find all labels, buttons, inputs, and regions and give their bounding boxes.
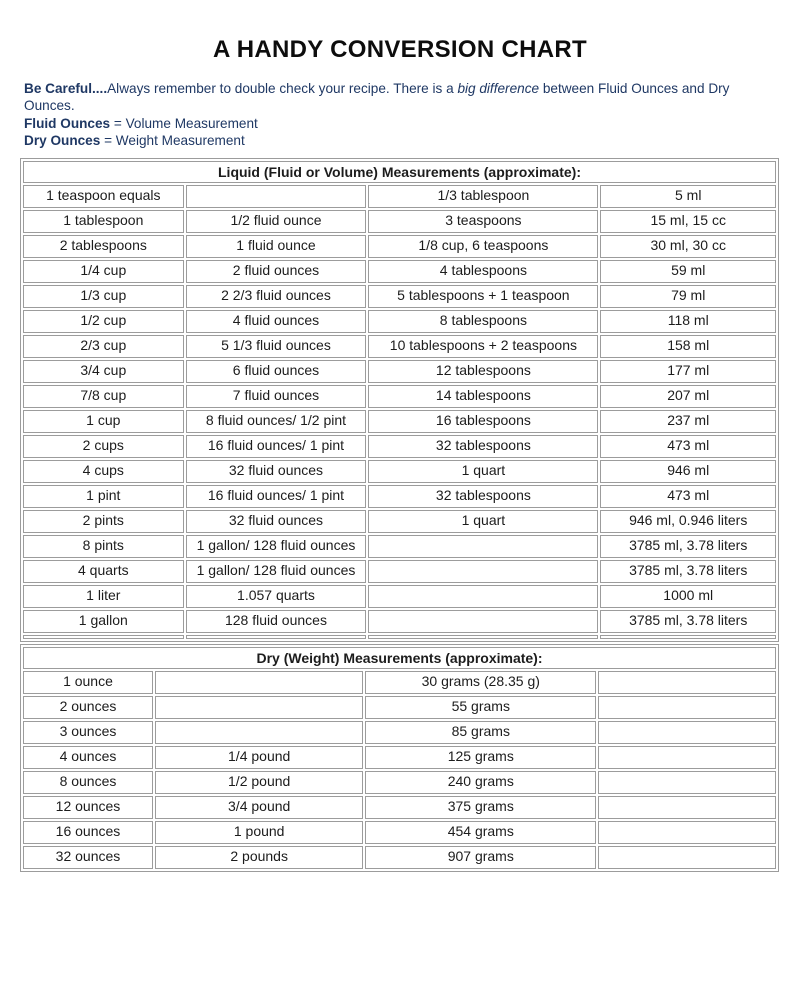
table-cell <box>598 796 776 819</box>
liquid-measurements-table <box>20 158 779 642</box>
table-cell: 2/3 cup <box>23 335 184 358</box>
table-cell: 240 grams <box>365 771 596 794</box>
table-cell: 5 tablespoons + 1 teaspoon <box>368 285 598 308</box>
table-row <box>23 360 776 383</box>
table-cell: 375 grams <box>365 796 596 819</box>
table-row <box>23 210 776 233</box>
table-cell <box>598 746 776 769</box>
table-row <box>23 485 776 508</box>
table-cell: 32 fluid ounces <box>186 510 367 533</box>
table-cell: 59 ml <box>600 260 776 283</box>
table-row <box>23 535 776 558</box>
table-cell: 12 tablespoons <box>368 360 598 383</box>
table-cell: 125 grams <box>365 746 596 769</box>
table-cell <box>155 671 363 694</box>
table-cell: 3 teaspoons <box>368 210 598 233</box>
table-cell: 30 ml, 30 cc <box>600 235 776 258</box>
table-cell: 473 ml <box>600 435 776 458</box>
table-row <box>23 410 776 433</box>
table-cell: 907 grams <box>365 846 596 869</box>
table-cell: 5 1/3 fluid ounces <box>186 335 367 358</box>
table-header-row <box>23 647 776 669</box>
table-cell: 2 tablespoons <box>23 235 184 258</box>
table-cell: 128 fluid ounces <box>186 610 367 633</box>
table-row <box>23 746 776 769</box>
table-row <box>23 510 776 533</box>
table-cell: 2 pints <box>23 510 184 533</box>
table-cell: 8 pints <box>23 535 184 558</box>
table-cell <box>368 610 598 633</box>
table-row <box>23 610 776 633</box>
table-cell <box>155 721 363 744</box>
table-cell <box>598 721 776 744</box>
table-cell: 10 tablespoons + 2 teaspoons <box>368 335 598 358</box>
table-row <box>23 721 776 744</box>
table-row <box>23 560 776 583</box>
table-cell: 1/2 pound <box>155 771 363 794</box>
warning-italic-text: big difference <box>457 81 540 96</box>
liquid-table-header: Liquid (Fluid or Volume) Measurements (approximate): <box>23 161 776 183</box>
table-cell: 55 grams <box>365 696 596 719</box>
table-cell <box>23 635 184 639</box>
table-cell: 7 fluid ounces <box>186 385 367 408</box>
table-row <box>23 635 776 639</box>
table-cell: 1/2 fluid ounce <box>186 210 367 233</box>
table-cell: 1 pint <box>23 485 184 508</box>
table-cell: 1/8 cup, 6 teaspoons <box>368 235 598 258</box>
warning-text-1: Always remember to double check your recipe. There is a <box>107 81 458 96</box>
table-cell: 1/3 cup <box>23 285 184 308</box>
table-cell: 8 fluid ounces/ 1/2 pint <box>186 410 367 433</box>
dry-table-header: Dry (Weight) Measurements (approximate): <box>23 647 776 669</box>
table-row <box>23 235 776 258</box>
table-row <box>23 435 776 458</box>
table-cell: 14 tablespoons <box>368 385 598 408</box>
warning-line <box>24 80 778 115</box>
table-cell: 32 tablespoons <box>368 435 598 458</box>
table-cell: 1 cup <box>23 410 184 433</box>
table-cell: 118 ml <box>600 310 776 333</box>
table-row <box>23 696 776 719</box>
table-cell: 16 tablespoons <box>368 410 598 433</box>
table-cell: 1 pound <box>155 821 363 844</box>
table-cell: 32 tablespoons <box>368 485 598 508</box>
table-cell: 1/4 cup <box>23 260 184 283</box>
dry-ounces-definition <box>24 132 778 149</box>
table-cell: 1 fluid ounce <box>186 235 367 258</box>
table-cell: 2 cups <box>23 435 184 458</box>
table-cell: 4 tablespoons <box>368 260 598 283</box>
warning-text-2: between Fluid Ounces and Dry Ounces. <box>24 81 730 114</box>
table-cell: 1 ounce <box>23 671 153 694</box>
table-cell <box>186 185 367 208</box>
table-row <box>23 335 776 358</box>
table-cell <box>598 821 776 844</box>
table-cell: 207 ml <box>600 385 776 408</box>
table-cell <box>155 696 363 719</box>
table-cell: 12 ounces <box>23 796 153 819</box>
table-cell: 2 2/3 fluid ounces <box>186 285 367 308</box>
table-row <box>23 796 776 819</box>
table-cell: 3/4 pound <box>155 796 363 819</box>
table-cell: 16 ounces <box>23 821 153 844</box>
table-cell <box>598 671 776 694</box>
table-row <box>23 185 776 208</box>
table-cell: 1 teaspoon equals <box>23 185 184 208</box>
dry-measurements-table <box>20 644 779 872</box>
table-cell: 3785 ml, 3.78 liters <box>600 610 776 633</box>
table-cell: 473 ml <box>600 485 776 508</box>
table-cell <box>598 771 776 794</box>
table-cell: 16 fluid ounces/ 1 pint <box>186 435 367 458</box>
table-row <box>23 260 776 283</box>
table-cell: 1/3 tablespoon <box>368 185 598 208</box>
table-cell: 3785 ml, 3.78 liters <box>600 560 776 583</box>
table-row <box>23 846 776 869</box>
table-cell <box>598 846 776 869</box>
warning-bold-text: Be Careful.... <box>24 81 108 96</box>
table-row <box>23 671 776 694</box>
table-cell: 454 grams <box>365 821 596 844</box>
page-title: A HANDY CONVERSION CHART <box>213 36 587 63</box>
table-row <box>23 285 776 308</box>
table-cell: 946 ml <box>600 460 776 483</box>
document-page <box>0 36 800 981</box>
table-cell: 1 liter <box>23 585 184 608</box>
table-cell: 1 gallon/ 128 fluid ounces <box>186 535 367 558</box>
table-cell: 1 quart <box>368 460 598 483</box>
fluid-ounces-bold: Fluid Ounces <box>24 115 111 131</box>
table-cell: 946 ml, 0.946 liters <box>600 510 776 533</box>
table-cell: 6 fluid ounces <box>186 360 367 383</box>
intro-paragraph <box>24 80 778 150</box>
table-cell: 4 fluid ounces <box>186 310 367 333</box>
table-cell: 4 quarts <box>23 560 184 583</box>
table-cell: 16 fluid ounces/ 1 pint <box>186 485 367 508</box>
table-cell: 158 ml <box>600 335 776 358</box>
table-cell: 15 ml, 15 cc <box>600 210 776 233</box>
fluid-ounces-rest: = Volume Measurement <box>110 115 258 131</box>
table-cell: 8 ounces <box>23 771 153 794</box>
table-row <box>23 585 776 608</box>
table-cell <box>600 635 776 639</box>
table-cell <box>368 635 598 639</box>
table-cell: 2 ounces <box>23 696 153 719</box>
table-cell: 177 ml <box>600 360 776 383</box>
table-cell: 7/8 cup <box>23 385 184 408</box>
table-cell: 1 tablespoon <box>23 210 184 233</box>
table-cell: 32 ounces <box>23 846 153 869</box>
table-cell: 30 grams (28.35 g) <box>365 671 596 694</box>
table-cell: 4 cups <box>23 460 184 483</box>
table-cell: 1 gallon <box>23 610 184 633</box>
table-cell: 3785 ml, 3.78 liters <box>600 535 776 558</box>
table-cell: 1.057 quarts <box>186 585 367 608</box>
table-header-row <box>23 161 776 183</box>
table-cell: 32 fluid ounces <box>186 460 367 483</box>
table-cell <box>368 535 598 558</box>
table-cell: 79 ml <box>600 285 776 308</box>
table-row <box>23 385 776 408</box>
table-cell: 8 tablespoons <box>368 310 598 333</box>
table-cell: 237 ml <box>600 410 776 433</box>
table-cell <box>368 560 598 583</box>
table-cell: 3 ounces <box>23 721 153 744</box>
table-cell: 5 ml <box>600 185 776 208</box>
table-cell: 3/4 cup <box>23 360 184 383</box>
table-row <box>23 771 776 794</box>
table-cell: 1 quart <box>368 510 598 533</box>
table-row <box>23 310 776 333</box>
dry-ounces-bold: Dry Ounces <box>24 133 101 149</box>
table-cell: 4 ounces <box>23 746 153 769</box>
table-row <box>23 460 776 483</box>
dry-ounces-rest: = Weight Measurement <box>100 133 245 149</box>
table-cell: 1000 ml <box>600 585 776 608</box>
table-cell <box>598 696 776 719</box>
table-cell <box>368 585 598 608</box>
table-cell: 2 fluid ounces <box>186 260 367 283</box>
table-cell: 1 gallon/ 128 fluid ounces <box>186 560 367 583</box>
table-cell <box>186 635 367 639</box>
table-cell: 1/4 pound <box>155 746 363 769</box>
table-cell: 85 grams <box>365 721 596 744</box>
fluid-ounces-definition <box>24 115 778 132</box>
table-row <box>23 821 776 844</box>
table-cell: 2 pounds <box>155 846 363 869</box>
table-cell: 1/2 cup <box>23 310 184 333</box>
